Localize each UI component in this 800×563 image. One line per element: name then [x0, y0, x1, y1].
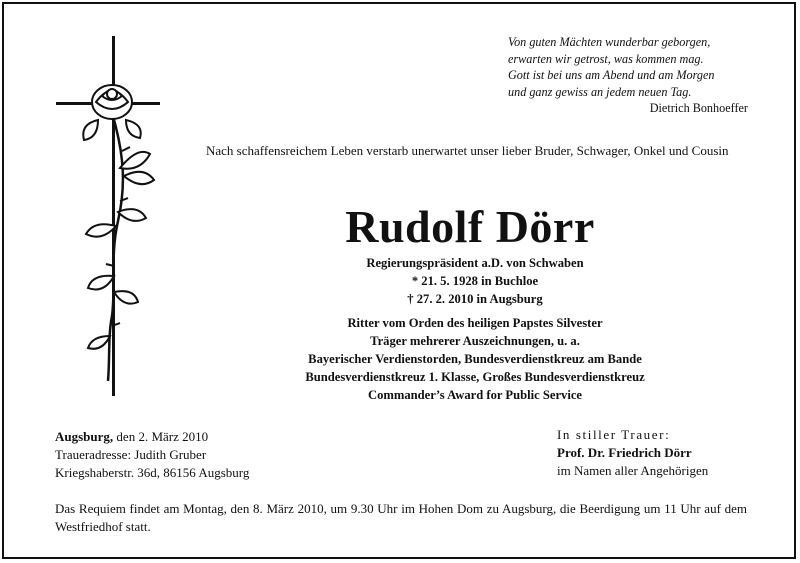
- life-details: [240, 254, 710, 308]
- quote-line-1: Von guten Mächten wunderbar geborgen,: [508, 35, 711, 49]
- cross-with-rose-icon: [54, 36, 174, 396]
- quote-line-4: und ganz gewiss an jedem neuen Tag.: [508, 84, 692, 99]
- address-line-1: Traueradresse: Judith Gruber: [55, 447, 207, 462]
- title-line: Regierungspräsident a.D. von Schwaben: [366, 256, 584, 270]
- deceased-name: Rudolf Dörr: [345, 201, 595, 252]
- honor-line: Commander’s Award for Public Service: [367, 388, 583, 402]
- place-date-line: [55, 428, 355, 446]
- intro-text: Nach schaffensreichem Leben verstarb unerwartet unser lieber Bruder, Schwager, Onkel und Cousin: [206, 143, 729, 158]
- honor-line: Träger mehrerer Auszeichnungen, u. a.: [370, 334, 580, 348]
- mourners-note: im Namen aller Angehörigen: [557, 463, 709, 478]
- quote-line-2: erwarten wir getrost, was kommen mag.: [508, 51, 704, 66]
- birth-line: * 21. 5. 1928 in Buchloe: [411, 274, 539, 288]
- mourners-heading: In stiller Trauer:: [557, 427, 671, 442]
- place-city: Augsburg,: [55, 429, 114, 444]
- bonhoeffer-quote: [508, 34, 748, 117]
- mourners-block: [557, 426, 757, 480]
- honor-line: Bundesverdienstkreuz 1. Klasse, Großes Bundesverdienstkreuz: [305, 370, 645, 384]
- honors-list: [240, 314, 710, 404]
- mourner-name: Prof. Dr. Friedrich Dörr: [557, 445, 692, 460]
- quote-author: Dietrich Bonhoeffer: [649, 101, 748, 115]
- requiem-announcement: Das Requiem findet am Montag, den 8. März 2010, um 9.30 Uhr im Hohen Dom zu Augsburg, die Beerdigung um 11 Uhr auf dem Westfriedhof statt.: [55, 501, 747, 534]
- honor-line: Ritter vom Orden des heiligen Papstes Silvester: [347, 316, 603, 330]
- death-line: † 27. 2. 2010 in Augsburg: [407, 292, 543, 306]
- honor-line: Bayerischer Verdienstorden, Bundesverdienstkreuz am Bande: [308, 352, 642, 366]
- place-and-address: [55, 428, 355, 482]
- quote-line-3: Gott ist bei uns am Abend und am Morgen: [508, 68, 715, 82]
- address-line-2: Kriegshaberstr. 36d, 86156 Augsburg: [55, 465, 250, 480]
- place-date: den 2. März 2010: [113, 429, 209, 444]
